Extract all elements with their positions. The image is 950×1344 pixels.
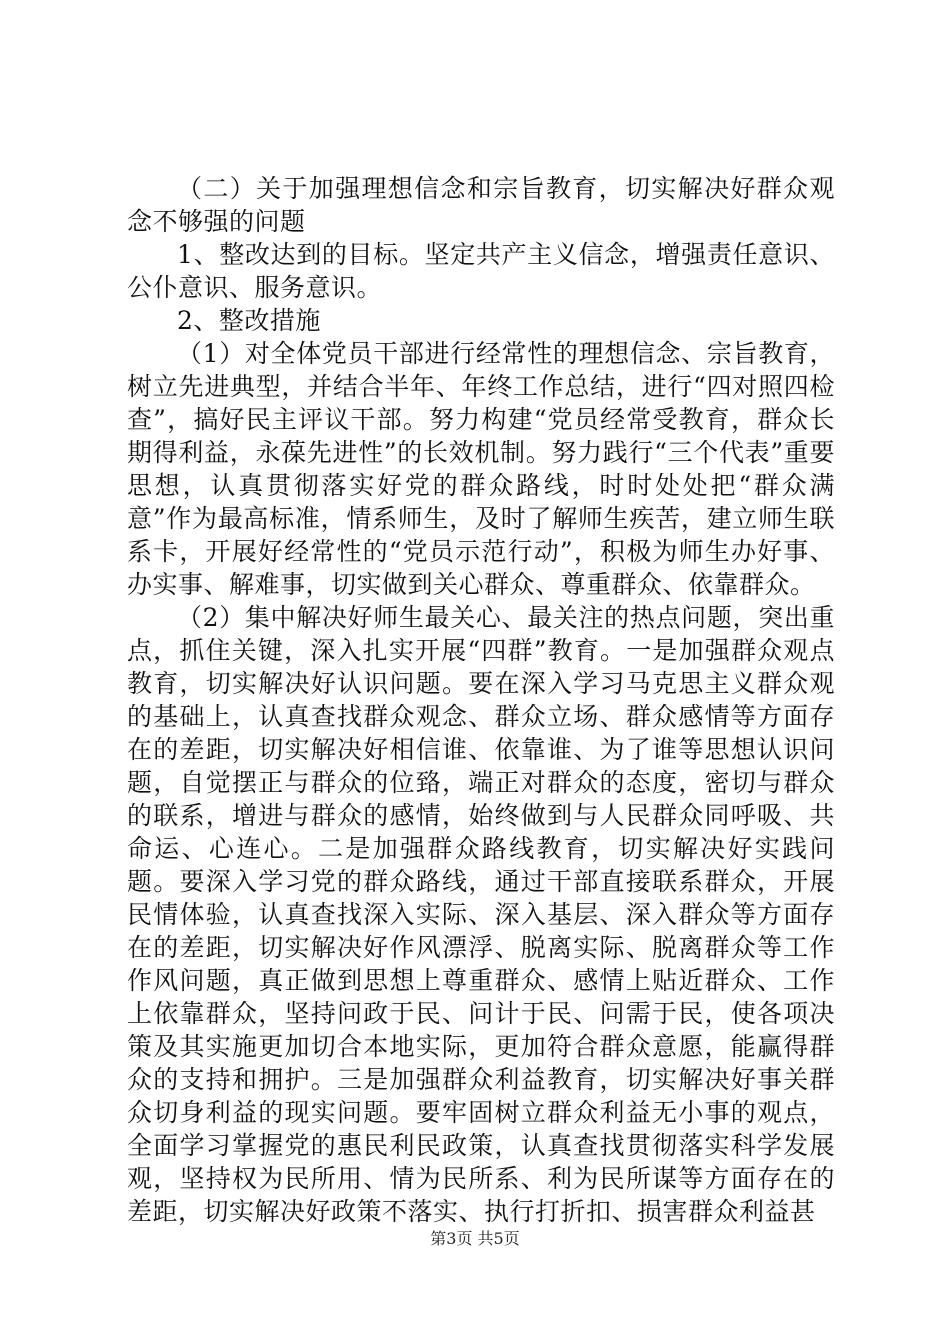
measure-1-paragraph: （1）对全体党员干部进行经常性的理想信念、宗旨教育，树立先进典型，并结合半年、年终工作总结，进行“四对照四检查”，搞好民主评议干部。努力构建“党员经常受教育，群众长期得利益，永葆先进性”的长效机制。努力践行“三个代表”重要思想，认真贯彻落实好党的群众路线，时时处处把“群众满意”作为最高标准，情系师生，及时了解师生疾苦，建立师生联系卡，开展好经常性的“党员示范行动”，积极为师生办好事、办实事、解难事，切实做到关心群众、尊重群众、依靠群众。 (127, 339, 835, 599)
measures-heading: 2、整改措施 (177, 306, 321, 335)
goal-paragraph: 1、整改达到的目标。坚定共产主义信念，增强责任意识、公仆意识、服务意识。 (127, 240, 835, 302)
section-heading: （二）关于加强理想信念和宗旨教育，切实解决好群众观念不够强的问题 (127, 174, 835, 236)
measure-2-paragraph: （2）集中解决好师生最关心、最关注的热点问题，突出重点，抓住关键，深入扎实开展“四群”教育。一是加强群众观点教育，切实解决好认识问题。要在深入学习马克思主义群众观的基础上，认真查找群众观念、群众立场、群众感情等方面存在的差距，切实解决好相信谁、依靠谁、为了谁等思想认识问题，自觉摆正与群众的位臵，端正对群众的态度，密切与群众的联系，增进与群众的感情，始终做到与人民群众同呼吸、共命运、心连心。二是加强群众路线教育，切实解决好实践问题。要深入学习党的群众路线，通过干部直接联系群众，开展民情体验，认真查找深入实际、深入基层、深入群众等方面存在的差距，切实解决好作风漂浮、脱离实际、脱离群众等工作作风问题，真正做到思想上尊重群众、感情上贴近群众、工作上依靠群众，坚持问政于民、问计于民、问需于民，使各项决策及其实施更加切合本地实际，更加符合群众意愿，能赢得群众的支持和拥护。三是加强群众利益教育，切实解决好事关群众切身利益的现实问题。要牢固树立群众利益无小事的观点，全面学习掌握党的惠民利民政策，认真查找贯彻落实科学发展观，坚持权为民所用、情为民所系、利为民所谋等方面存在的差距，切实解决好政策不落实、执行打折扣、损害群众利益甚 (127, 603, 835, 1226)
page-number-footer: 第3页 共5页 (430, 1229, 520, 1248)
document-body (127, 172, 835, 1228)
